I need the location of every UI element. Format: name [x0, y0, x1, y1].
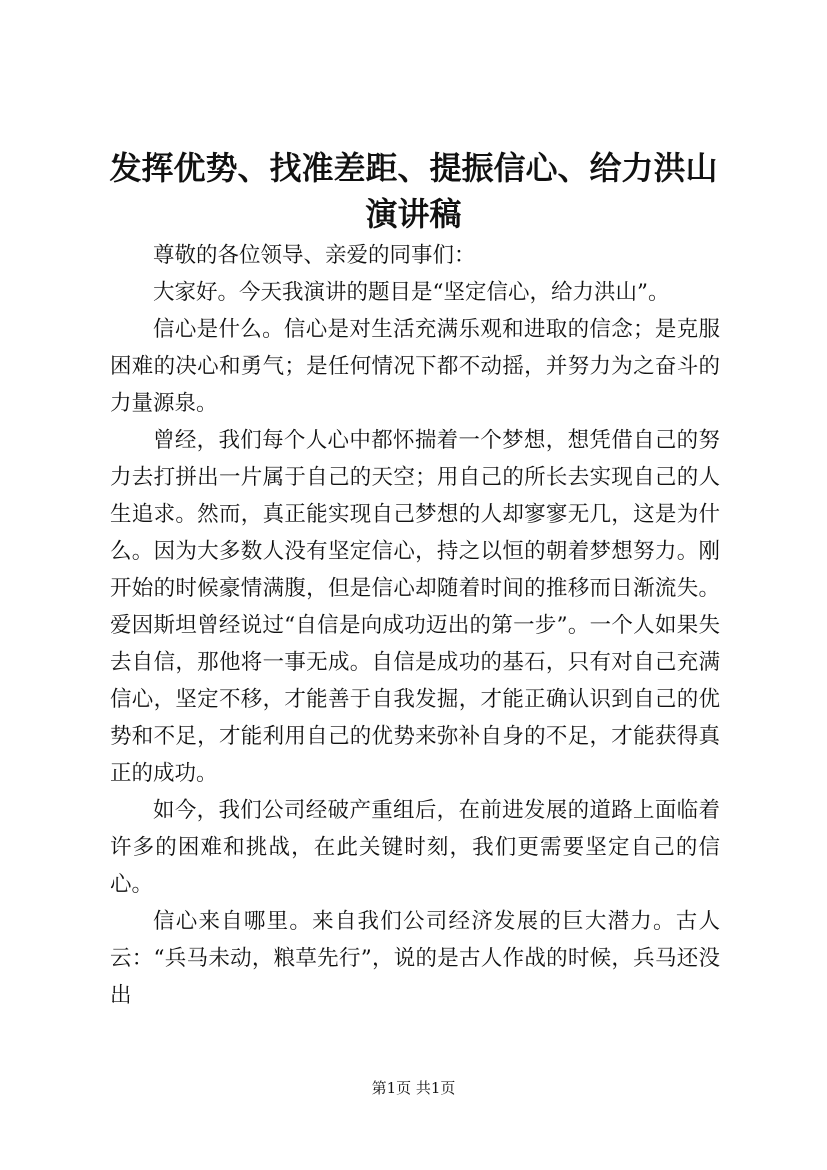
paragraph-opening: 大家好。今天我演讲的题目是“坚定信心，给力洪山”。 — [153, 280, 670, 305]
paragraph-greeting: 尊敬的各位领导、亲爱的同事们： — [153, 243, 476, 268]
paragraph-definition: 信心是什么。信心是对生活充满乐观和进取的信念；是克服困难的决心和勇气；是任何情况下都不动摇，并努力为之奋斗的力量源泉。 — [110, 317, 720, 416]
page-footer: 第1页 共1页 — [371, 1079, 456, 1097]
paragraph-source: 信心来自哪里。来自我们公司经济发展的巨大潜力。古人云：“兵马未动，粮草先行”，说的是古人作战的时候，兵马还没出 — [110, 909, 720, 1008]
document-title: 发挥优势、找准差距、提振信心、给力洪山演讲稿 — [109, 149, 718, 233]
document-body — [110, 237, 720, 1014]
paragraph-dream: 曾经，我们每个人心中都怀揣着一个梦想，想凭借自己的努力去打拼出一片属于自己的天空；用自己的所长去实现自己的人生追求。然而，真正能实现自己梦想的人却寥寥无几，这是为什么。因为大多数人没有坚定信心，持之以恒的朝着梦想努力。刚开始的时候豪情满腹，但是信心却随着时间的推移而日渐流失。爱因斯坦曾经说过“自信是向成功迈出的第一步”。一个人如果失去自信，那他将一事无成。自信是成功的基石，只有对自己充满信心，坚定不移，才能善于自我发掘，才能正确认识到自己的优势和不足，才能利用自己的优势来弥补自身的不足，才能获得真正的成功。 — [110, 428, 720, 786]
paragraph-company: 如今，我们公司经破产重组后，在前进发展的道路上面临着许多的困难和挑战，在此关键时刻，我们更需要坚定自己的信心。 — [110, 798, 720, 897]
